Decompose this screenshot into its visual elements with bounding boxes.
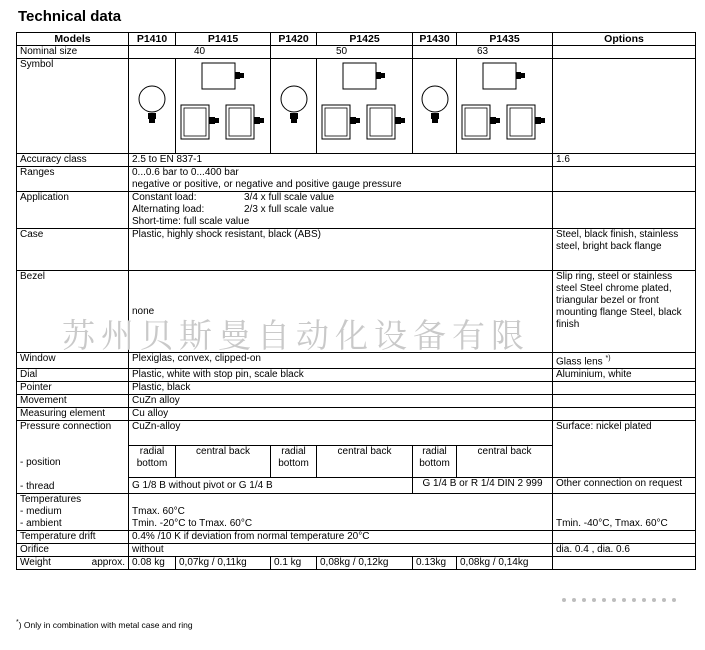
temperatures-label: Temperatures <box>20 494 82 506</box>
pointer-value: Plastic, black <box>129 382 553 395</box>
medium-label: - medium <box>20 506 62 518</box>
row-weight <box>17 557 696 570</box>
watermark-dots-icon <box>560 594 690 604</box>
dial-option: Aluminium, white <box>553 369 696 382</box>
row-symbol <box>17 59 696 154</box>
row-ranges <box>17 167 696 192</box>
accuracy-label: Accuracy class <box>17 154 129 167</box>
row-nominal-size <box>17 46 696 59</box>
weight-approx: approx. <box>91 557 125 569</box>
row-measuring-element <box>17 408 696 421</box>
measuring-label: Measuring element <box>17 408 129 421</box>
model-p1415: P1415 <box>176 33 271 46</box>
bezel-value: none <box>129 271 553 353</box>
symbol-p1435 <box>457 59 553 154</box>
orifice-label: Orifice <box>17 544 129 557</box>
application-label: Application <box>17 192 129 229</box>
ranges-value <box>129 167 553 192</box>
bezel-option: Slip ring, steel or stainless steel Steel chrome plated, triangular bezel or front mounting flange Steel, black finish <box>553 271 696 353</box>
window-option <box>553 353 696 369</box>
position-p1415: central back <box>176 446 271 478</box>
application-short-time: Short-time: full scale value <box>132 216 250 227</box>
weight-p1420: 0.1 kg <box>271 557 317 570</box>
pressure-value: CuZn-alloy <box>129 421 553 446</box>
temperatures-option: Tmin. -40°C, Tmax. 60°C <box>556 518 668 530</box>
row-application <box>17 192 696 229</box>
thread-option: Other connection on request <box>553 477 696 493</box>
footnote-text: ) Only in combination with metal case and ring <box>18 619 193 630</box>
symbol-option <box>553 59 696 154</box>
orifice-option: dia. 0.4 , dia. 0.6 <box>553 544 696 557</box>
application-value <box>129 192 553 229</box>
nominal-size-50: 50 <box>271 46 413 59</box>
ranges-label: Ranges <box>17 167 129 192</box>
row-orifice <box>17 544 696 557</box>
position-p1420: radial bottom <box>271 446 317 478</box>
orifice-value: without <box>129 544 553 557</box>
models-header: Models <box>17 33 129 46</box>
weight-p1415: 0,07kg / 0,11kg <box>176 557 271 570</box>
thread-standard: G 1/8 B without pivot or G 1/4 B <box>129 477 413 493</box>
drift-label: Temperature drift <box>17 531 129 544</box>
position-p1430: radial bottom <box>413 446 457 478</box>
nominal-size-40: 40 <box>129 46 271 59</box>
temperatures-value <box>129 494 553 531</box>
footnote <box>16 619 193 630</box>
symbol-p1420 <box>271 59 317 154</box>
position-p1425: central back <box>317 446 413 478</box>
application-option <box>553 192 696 229</box>
round-gauge-symbol-icon <box>277 77 311 137</box>
round-gauge-symbol-icon <box>135 77 169 137</box>
thread-alternative: G 1/4 B or R 1/4 DIN 2 999 <box>413 477 553 493</box>
row-dial <box>17 369 696 382</box>
application-constant-value: 3/4 x full scale value <box>244 192 335 203</box>
symbol-p1425 <box>317 59 413 154</box>
row-pressure-connection <box>17 421 696 446</box>
nominal-size-label: Nominal size <box>17 46 129 59</box>
weight-p1425: 0,08kg / 0,12kg <box>317 557 413 570</box>
row-accuracy <box>17 154 696 167</box>
application-constant-label: Constant load: <box>132 192 197 203</box>
application-alternating-value: 2/3 x full scale value <box>244 204 335 215</box>
window-label: Window <box>17 353 129 369</box>
model-p1425: P1425 <box>317 33 413 46</box>
ranges-option <box>553 167 696 192</box>
symbol-p1410 <box>129 59 176 154</box>
row-movement <box>17 395 696 408</box>
weight-label: Weight <box>20 557 51 569</box>
window-option-text: Glass lens <box>556 356 603 368</box>
model-p1420: P1420 <box>271 33 317 46</box>
pointer-option <box>553 382 696 395</box>
page-title: Technical data <box>18 8 122 25</box>
thread-label: - thread <box>20 481 55 493</box>
row-temperatures <box>17 494 696 531</box>
bezel-label: Bezel <box>17 271 129 353</box>
ranges-line-2: negative or positive, or negative and positive gauge pressure <box>132 179 402 190</box>
symbol-p1430 <box>413 59 457 154</box>
watermark: 苏州贝斯曼自动化设备有限 <box>62 316 530 355</box>
case-label: Case <box>17 229 129 271</box>
dial-value: Plastic, white with stop pin, scale black <box>129 369 553 382</box>
model-p1410: P1410 <box>129 33 176 46</box>
pressure-option: Surface: nickel plated <box>553 421 696 478</box>
movement-value: CuZn alloy <box>129 395 553 408</box>
row-window <box>17 353 696 369</box>
nominal-size-63: 63 <box>413 46 553 59</box>
row-temperature-drift <box>17 531 696 544</box>
header-row <box>17 33 696 46</box>
row-case <box>17 229 696 271</box>
options-header: Options <box>553 33 696 46</box>
drift-option <box>553 531 696 544</box>
dial-label: Dial <box>17 369 129 382</box>
window-option-note: *) <box>605 355 611 362</box>
temperatures-option-cell <box>553 494 696 531</box>
model-p1435: P1435 <box>457 33 553 46</box>
symbol-p1415 <box>176 59 271 154</box>
weight-option <box>553 557 696 570</box>
movement-label: Movement <box>17 395 129 408</box>
window-value: Plexiglas, convex, clipped-on <box>129 353 553 369</box>
accuracy-option: 1.6 <box>553 154 696 167</box>
ranges-line-1: 0...0.6 bar to 0...400 bar <box>132 167 239 178</box>
row-bezel <box>17 271 696 353</box>
position-p1435: central back <box>457 446 553 478</box>
round-gauge-symbol-icon <box>418 77 452 137</box>
weight-p1410: 0.08 kg <box>129 557 176 570</box>
position-label: - position <box>20 457 61 469</box>
measuring-option <box>553 408 696 421</box>
case-option: Steel, black finish, stainless steel, bright back flange <box>553 229 696 271</box>
model-p1430: P1430 <box>413 33 457 46</box>
pressure-label: Pressure connection <box>20 421 112 433</box>
pressure-label-cell <box>17 421 129 494</box>
measuring-value: Cu alloy <box>129 408 553 421</box>
application-alternating-label: Alternating load: <box>132 204 205 215</box>
temperatures-label-cell <box>17 494 129 531</box>
row-pointer <box>17 382 696 395</box>
technical-data-table <box>16 32 696 570</box>
footnote-mark: * <box>16 619 19 626</box>
case-value: Plastic, highly shock resistant, black (ABS) <box>129 229 553 271</box>
drift-value: 0.4% /10 K if deviation from normal temperature 20°C <box>129 531 553 544</box>
ambient-label: - ambient <box>20 518 62 530</box>
case-gauge-symbol-icon <box>179 59 271 149</box>
pointer-label: Pointer <box>17 382 129 395</box>
weight-p1435: 0,08kg / 0,14kg <box>457 557 553 570</box>
movement-option <box>553 395 696 408</box>
ambient-value: Tmin. -20°C to Tmax. 60°C <box>132 518 253 530</box>
weight-p1430: 0.13kg <box>413 557 457 570</box>
position-p1410: radial bottom <box>129 446 176 478</box>
case-gauge-symbol-icon <box>460 59 552 149</box>
symbol-label: Symbol <box>17 59 129 154</box>
medium-value: Tmax. 60°C <box>132 506 185 518</box>
weight-label-cell <box>17 557 129 570</box>
case-gauge-symbol-icon <box>320 59 412 149</box>
nominal-size-option <box>553 46 696 59</box>
accuracy-value: 2.5 to EN 837-1 <box>129 154 553 167</box>
